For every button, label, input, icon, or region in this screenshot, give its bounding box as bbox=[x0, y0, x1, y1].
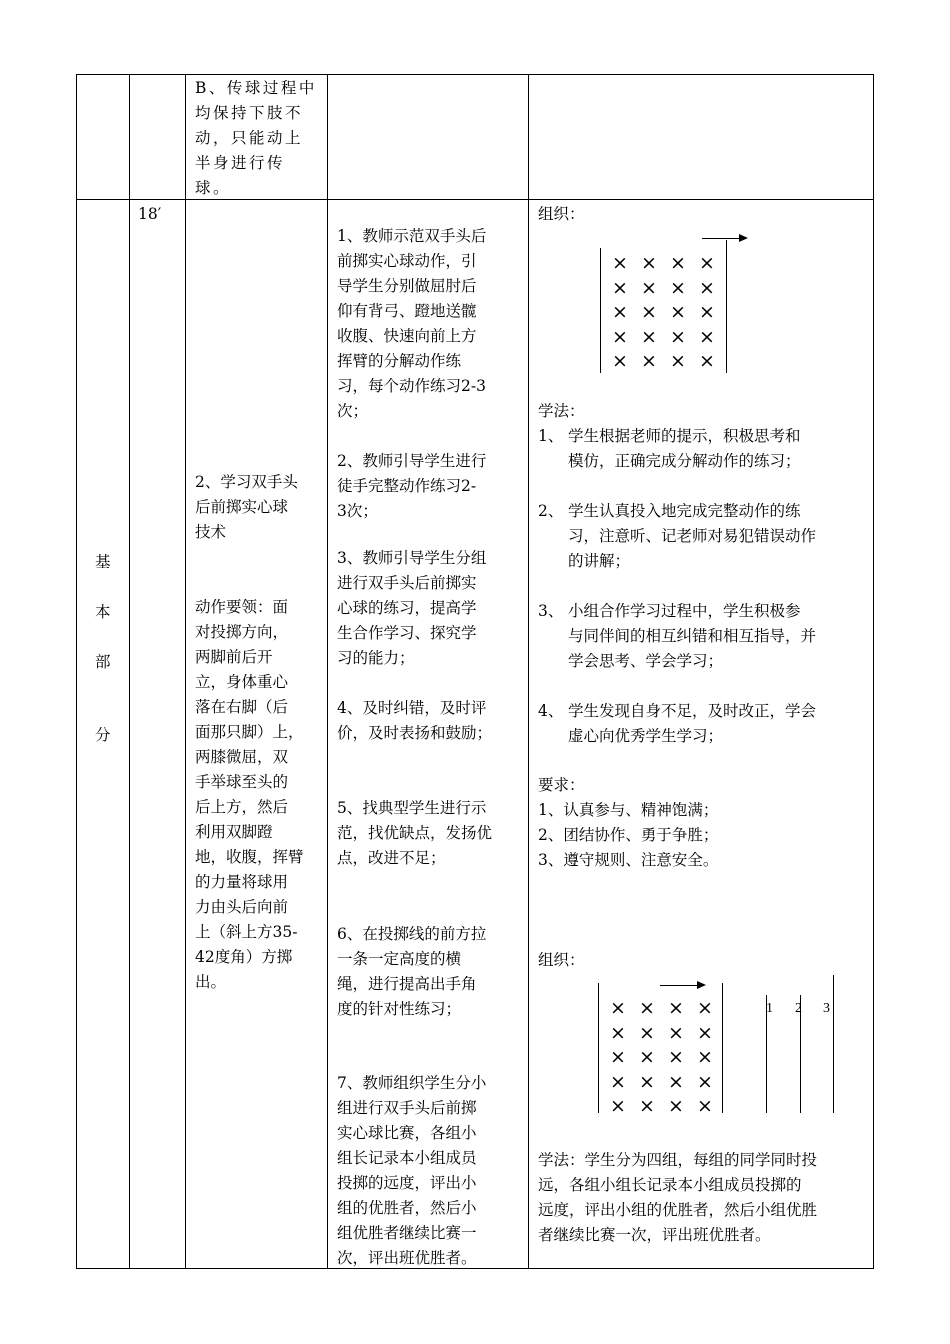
student-marker: × bbox=[670, 301, 686, 323]
col-border-4 bbox=[528, 74, 529, 1269]
time-cell: 18′ bbox=[138, 205, 162, 223]
table-top-border bbox=[76, 74, 874, 75]
student-marker: × bbox=[610, 997, 626, 1019]
student-marker: × bbox=[610, 1070, 626, 1093]
method-text: 学生发现自身不足，及时改正，学会 虚心向优秀学生学习； bbox=[568, 702, 817, 745]
student-marker: × bbox=[641, 350, 657, 372]
student-marker: × bbox=[612, 252, 628, 274]
student-marker: × bbox=[610, 1095, 626, 1117]
student-marker: × bbox=[612, 350, 628, 372]
formation-line-right bbox=[726, 240, 727, 373]
direction-arrow-head bbox=[697, 981, 706, 989]
student-marker: × bbox=[641, 325, 657, 348]
method-text-2: 学法：学生分为四组，每组的同学同时投 远，各组小组长记录本小组成员投掷的 远度，评出小组的优胜者，然后小组优胜 者继续比赛一次，评出班优胜者。 bbox=[538, 1151, 818, 1244]
teacher-activity: 1、教师示范双手头后 前掷实心球动作，引 导学生分别做屈肘后 仰有背弓、蹬地送髋 收腹、快速向前上方 挥臂的分解动作练 习，每个动作练习2-3 次； bbox=[337, 227, 487, 420]
student-marker: × bbox=[639, 1046, 655, 1068]
requirement-item: 2、团结协作、勇于争胜； bbox=[538, 826, 719, 844]
organization-label: 组织： bbox=[538, 951, 585, 969]
method-text: 学生根据老师的提示，积极思考和 模仿，正确完成分解动作的练习； bbox=[568, 427, 801, 470]
student-marker: × bbox=[697, 1021, 713, 1044]
direction-arrow-line bbox=[702, 238, 742, 239]
student-marker: × bbox=[668, 1021, 684, 1044]
lane-number: 3 bbox=[823, 1001, 830, 1016]
student-marker: × bbox=[699, 301, 715, 323]
formation-line-left bbox=[598, 983, 599, 1113]
section-char: 基 bbox=[95, 553, 111, 571]
method-num: 2、 bbox=[538, 502, 564, 520]
content-cell-main: 2、学习双手头 后前掷实心球 技术 动作要领：面 对投掷方向， 两脚前后开 立，身体重心 落在右脚（后 面那只脚）上， 两膝微屈，双 手举球至头的 后上方，然后 利用双脚蹬 地，收腹，挥臂 的力量将球用 力由头后向前 上（斜上方35- 42度角）方掷 出。 bbox=[195, 473, 304, 991]
student-marker: × bbox=[668, 1070, 684, 1093]
teacher-activity: 6、在投掷线的前方拉 一条一定高度的横 绳，进行提高出手角 度的针对性练习； bbox=[337, 925, 487, 1018]
section-char: 分 bbox=[95, 726, 111, 744]
student-marker: × bbox=[697, 1070, 713, 1093]
method-text: 学生认真投入地完成完整动作的练 习，注意听、记老师对易犯错误动作 的讲解； bbox=[568, 502, 817, 570]
student-marker: × bbox=[612, 325, 628, 348]
student-marker: × bbox=[639, 1095, 655, 1117]
col-border-left bbox=[76, 74, 77, 1269]
student-marker: × bbox=[612, 276, 628, 299]
lane-number: 1 bbox=[766, 1001, 773, 1016]
student-marker: × bbox=[670, 252, 686, 274]
student-marker: × bbox=[641, 276, 657, 299]
teacher-activity: 5、找典型学生进行示 范，找优缺点，发扬优 点，改进不足； bbox=[337, 799, 493, 867]
student-marker: × bbox=[639, 997, 655, 1019]
formation-diagram bbox=[598, 228, 738, 378]
student-marker: × bbox=[699, 325, 715, 348]
section-char: 部 bbox=[95, 653, 111, 671]
student-marker: × bbox=[670, 325, 686, 348]
teacher-activity: 4、及时纠错，及时评 价，及时表扬和鼓励； bbox=[337, 699, 493, 742]
teacher-activity: 2、教师引导学生进行 徒手完整动作练习2- 3次； bbox=[337, 452, 487, 520]
student-marker: × bbox=[670, 276, 686, 299]
section-char: 本 bbox=[95, 603, 111, 621]
method-label: 学法： bbox=[538, 402, 585, 420]
student-marker: × bbox=[668, 1095, 684, 1117]
requirements-label: 要求： bbox=[538, 776, 585, 794]
student-marker: × bbox=[668, 997, 684, 1019]
col-border-right bbox=[873, 74, 874, 1269]
method-num: 4、 bbox=[538, 702, 564, 720]
method-num: 1、 bbox=[538, 427, 564, 445]
student-marker: × bbox=[697, 997, 713, 1019]
formation-line-right bbox=[722, 983, 723, 1113]
method-text: 小组合作学习过程中，学生积极参 与同伴间的相互纠错和相互指导，并 学会思考、学会学习； bbox=[568, 602, 817, 670]
student-marker: × bbox=[697, 1095, 713, 1117]
col-border-2 bbox=[185, 74, 186, 1269]
content-cell-top: B、传球过程中 均保持下肢不 动，只能动上 半身进行传 球。 bbox=[195, 79, 317, 197]
direction-arrow-line bbox=[660, 985, 700, 986]
lane-number: 2 bbox=[795, 1001, 802, 1016]
organization-label: 组织： bbox=[538, 205, 585, 223]
col-border-3 bbox=[327, 74, 328, 1269]
teacher-activity: 3、教师引导学生分组 进行双手头后前掷实 心球的练习，提高学 生合作学习、探究学 习的能力； bbox=[337, 549, 487, 667]
direction-arrow-head bbox=[739, 234, 748, 242]
student-marker: × bbox=[699, 350, 715, 372]
formation-line-left bbox=[600, 248, 601, 373]
student-marker: × bbox=[612, 301, 628, 323]
lane-line bbox=[833, 975, 834, 1113]
student-marker: × bbox=[699, 252, 715, 274]
student-marker: × bbox=[670, 350, 686, 372]
student-marker: × bbox=[641, 252, 657, 274]
student-marker: × bbox=[610, 1046, 626, 1068]
student-marker: × bbox=[697, 1046, 713, 1068]
teacher-activity: 7、教师组织学生分小 组进行双手头后前掷 实心球比赛，各组小 组长记录本小组成员 投掷的远度，评出小 组的优胜者，然后小 组优胜者继续比赛一 次，评出班优胜者。 bbox=[337, 1074, 487, 1267]
formation-diagram bbox=[596, 975, 846, 1120]
col-border-1 bbox=[129, 74, 130, 1269]
student-marker: × bbox=[641, 301, 657, 323]
requirement-item: 1、认真参与、精神饱满； bbox=[538, 801, 719, 819]
method-num: 3、 bbox=[538, 602, 564, 620]
student-marker: × bbox=[639, 1070, 655, 1093]
student-marker: × bbox=[668, 1046, 684, 1068]
student-marker: × bbox=[639, 1021, 655, 1044]
student-marker: × bbox=[610, 1021, 626, 1044]
student-marker: × bbox=[699, 276, 715, 299]
requirement-item: 3、遵守规则、注意安全。 bbox=[538, 851, 719, 869]
